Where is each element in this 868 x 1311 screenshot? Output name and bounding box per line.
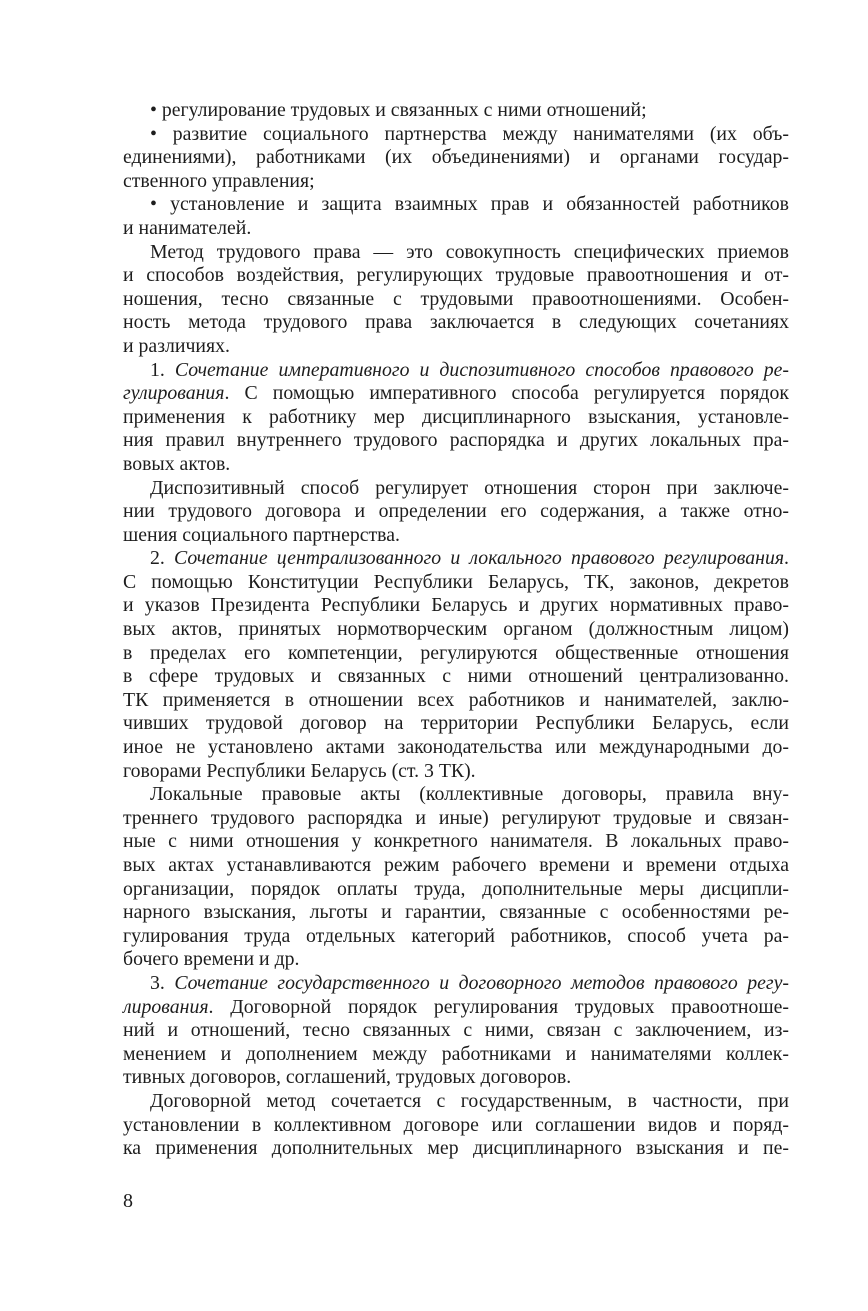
text-line bbox=[123, 170, 789, 194]
text-line bbox=[123, 618, 789, 642]
text-segment: и способов воздействия, регулирующих трудовые правоотношения и от- bbox=[123, 264, 789, 287]
text-line bbox=[123, 1114, 789, 1138]
text-line bbox=[123, 382, 789, 406]
text-line bbox=[123, 1090, 789, 1114]
text-segment: Диспозитивный способ регулирует отношения сторон при заключе- bbox=[150, 476, 789, 499]
text-segment: . bbox=[784, 547, 789, 570]
text-segment: ния правил внутреннего трудового распорядка и других локальных пра- bbox=[123, 429, 789, 452]
text-segment: и различиях. bbox=[123, 334, 230, 357]
text-line bbox=[123, 1137, 789, 1161]
bullet-item bbox=[123, 123, 789, 194]
text-segment: в пределах его компетенции, регулируются общественные отношения bbox=[123, 641, 789, 664]
bullet-item bbox=[123, 99, 789, 123]
text-line bbox=[123, 854, 789, 878]
text-line bbox=[123, 571, 789, 595]
text-line bbox=[123, 1043, 789, 1067]
text-line bbox=[123, 830, 789, 854]
text-segment: 3. bbox=[150, 971, 175, 994]
text-segment: • развитие социального партнерства между нанимателями (их объ- bbox=[150, 122, 789, 145]
text-line bbox=[123, 500, 789, 524]
text-line bbox=[123, 972, 789, 996]
text-line bbox=[123, 524, 789, 548]
text-line bbox=[123, 429, 789, 453]
text-line bbox=[123, 901, 789, 925]
text-segment: Метод трудового права — это совокупность специфических приемов bbox=[150, 240, 789, 263]
text-line bbox=[123, 311, 789, 335]
text-segment: ные с ними отношения у конкретного нанимателя. В локальных право- bbox=[123, 830, 789, 853]
text-segment: нарного взыскания, льготы и гарантии, связанные с особенностями ре- bbox=[123, 901, 789, 924]
text-line bbox=[123, 1019, 789, 1043]
text-line bbox=[123, 241, 789, 265]
paragraph bbox=[123, 477, 789, 548]
text-segment: . Договорной порядок регулирования трудовых правоотноше- bbox=[208, 995, 789, 1018]
text-segment: гулирования труда отдельных категорий работников, способ учета ра- bbox=[123, 924, 789, 947]
text-line bbox=[123, 146, 789, 170]
text-segment: применения к работнику мер дисциплинарного взыскания, установле- bbox=[123, 405, 789, 428]
paragraph bbox=[123, 359, 789, 477]
paragraph bbox=[123, 1090, 789, 1161]
text-line bbox=[123, 288, 789, 312]
paragraph bbox=[123, 783, 789, 972]
text-segment: С помощью Конституции Республики Беларусь, ТК, законов, декретов bbox=[123, 570, 789, 593]
text-segment: ка применения дополнительных мер дисциплинарного взыскания и пе- bbox=[123, 1137, 789, 1160]
text-segment: и указов Президента Республики Беларусь и других нормативных право- bbox=[123, 594, 789, 617]
text-line bbox=[123, 477, 789, 501]
text-line bbox=[123, 217, 789, 241]
page-number: 8 bbox=[123, 1190, 133, 1212]
text-line bbox=[123, 406, 789, 430]
text-segment: ТК применяется в отношении всех работников и нанимателей, заклю- bbox=[123, 688, 789, 711]
text-segment: единениями), работниками (их объединениями) и органами государ- bbox=[123, 146, 789, 169]
text-segment: Локальные правовые акты (коллективные договоры, правила вну- bbox=[150, 783, 789, 806]
text-line bbox=[123, 665, 789, 689]
text-line bbox=[123, 736, 789, 760]
text-segment: . С помощью императивного способа регулируется порядок bbox=[224, 382, 789, 405]
text-line bbox=[123, 99, 789, 123]
text-line bbox=[123, 689, 789, 713]
paragraph bbox=[123, 241, 789, 359]
text-line bbox=[123, 359, 789, 383]
italic-text: гулирования bbox=[123, 382, 225, 405]
text-segment: ственного управления; bbox=[123, 169, 315, 192]
text-segment: иное не установлено актами законодательства или международными до- bbox=[123, 736, 789, 759]
italic-text: Сочетание государственного и договорного методов правового регу- bbox=[174, 971, 789, 994]
text-segment: менением и дополнением между работниками и нанимателями коллек- bbox=[123, 1042, 789, 1065]
text-line bbox=[123, 807, 789, 831]
text-segment: Договорной метод сочетается с государственным, в частности, при bbox=[150, 1089, 789, 1112]
text-line bbox=[123, 335, 789, 359]
text-segment: вых актов, принятых нормотворческим органом (должностным лицом) bbox=[123, 618, 789, 641]
italic-text: лирования bbox=[123, 995, 209, 1018]
text-segment: ность метода трудового права заключается в следующих сочетаниях bbox=[123, 311, 789, 334]
text-segment: • регулирование трудовых и связанных с ними отношений; bbox=[150, 99, 647, 121]
text-line bbox=[123, 193, 789, 217]
text-segment: в сфере трудовых и связанных с ними отношений централизованно. bbox=[123, 665, 789, 688]
text-segment: вых актах устанавливаются режим рабочего времени и времени отдыха bbox=[123, 854, 789, 876]
text-segment: • установление и защита взаимных прав и обязанностей работников bbox=[150, 193, 789, 216]
text-segment: тивных договоров, соглашений, трудовых договоров. bbox=[123, 1066, 572, 1089]
text-line bbox=[123, 453, 789, 477]
paragraph bbox=[123, 547, 789, 783]
paragraph bbox=[123, 972, 789, 1090]
text-line bbox=[123, 594, 789, 618]
text-segment: и нанимателей. bbox=[123, 216, 252, 239]
text-segment: чивших трудовой договор на территории Республики Беларусь, если bbox=[123, 712, 789, 735]
bullet-item bbox=[123, 193, 789, 240]
text-line bbox=[123, 642, 789, 666]
text-segment: 1. bbox=[150, 358, 175, 381]
text-line bbox=[123, 1066, 789, 1090]
text-segment: организации, порядок оплаты труда, дополнительные меры дисципли- bbox=[123, 877, 789, 900]
text-segment: говорами Республики Беларусь (ст. 3 ТК). bbox=[123, 759, 476, 782]
text-line bbox=[123, 925, 789, 949]
text-segment: треннего трудового распорядка и иные) регулируют трудовые и связан- bbox=[123, 806, 789, 829]
text-line bbox=[123, 547, 789, 571]
text-line bbox=[123, 783, 789, 807]
text-line bbox=[123, 712, 789, 736]
text-line bbox=[123, 264, 789, 288]
text-line bbox=[123, 878, 789, 902]
text-line bbox=[123, 948, 789, 972]
text-segment: 2. bbox=[150, 547, 175, 570]
text-segment: вовых актов. bbox=[123, 452, 231, 475]
text-line bbox=[123, 123, 789, 147]
text-line bbox=[123, 996, 789, 1020]
text-segment: нии трудового договора и определении его содержания, а также отно- bbox=[123, 500, 789, 523]
text-segment: ний и отношений, тесно связанных с ними, связан с заключением, из- bbox=[123, 1019, 789, 1042]
text-line bbox=[123, 760, 789, 784]
italic-text: Сочетание императивного и диспозитивного способов правового ре- bbox=[174, 358, 789, 381]
italic-text: Сочетание централизованного и локального правового регулирования bbox=[174, 547, 785, 570]
text-segment: установлении в коллективном договоре или соглашении видов и поряд- bbox=[123, 1113, 789, 1136]
text-segment: ношения, тесно связанные с трудовыми правоотношениями. Особен- bbox=[123, 287, 789, 310]
text-segment: шения социального партнерства. bbox=[123, 523, 400, 546]
page-content bbox=[123, 99, 789, 1161]
text-segment: бочего времени и др. bbox=[123, 948, 300, 971]
